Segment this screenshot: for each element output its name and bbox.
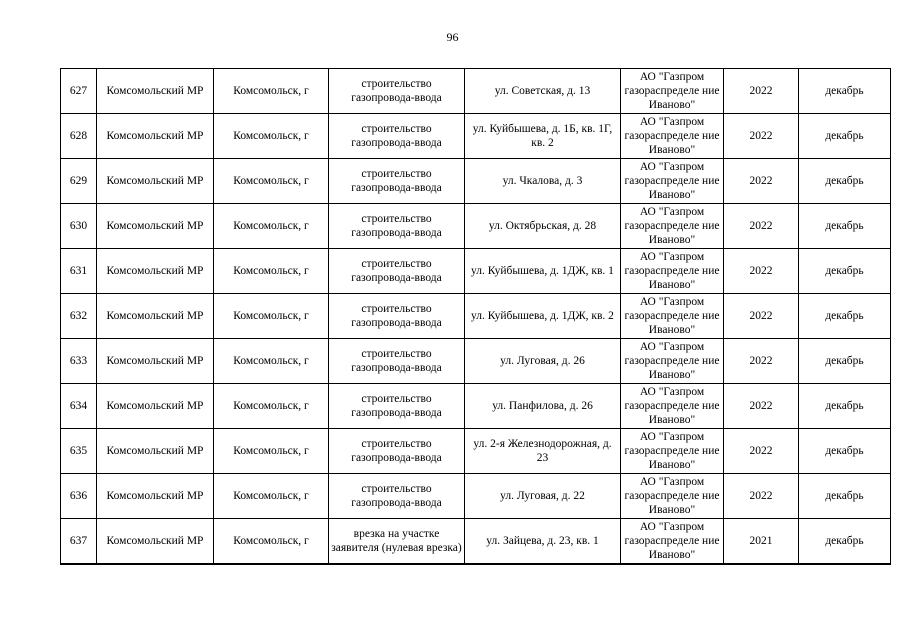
work-type-cell: строительство газопровода-ввода: [329, 69, 465, 114]
month-cell: декабрь: [799, 204, 891, 249]
page-number: 96: [446, 30, 459, 44]
table-row: [61, 69, 891, 114]
year-cell: 2022: [724, 339, 799, 384]
year-cell: 2022: [724, 384, 799, 429]
address-cell: ул. Октябрьская, д. 28: [465, 204, 621, 249]
work-type-cell: строительство газопровода-ввода: [329, 249, 465, 294]
row-number-cell: 634: [61, 384, 97, 429]
table-row: [61, 204, 891, 249]
address-cell: ул. Луговая, д. 26: [465, 339, 621, 384]
town-cell: Комсомольск, г: [214, 249, 329, 294]
work-type-cell: строительство газопровода-ввода: [329, 429, 465, 474]
organization-cell: АО "Газпром газораспределе ние Иваново": [621, 384, 724, 429]
organization-cell: АО "Газпром газораспределе ние Иваново": [621, 69, 724, 114]
month-cell: декабрь: [799, 519, 891, 565]
year-cell: 2022: [724, 474, 799, 519]
town-cell: Комсомольск, г: [214, 519, 329, 565]
table-row: [61, 294, 891, 339]
town-cell: Комсомольск, г: [214, 384, 329, 429]
work-type-cell: строительство газопровода-ввода: [329, 294, 465, 339]
town-cell: Комсомольск, г: [214, 294, 329, 339]
town-cell: Комсомольск, г: [214, 159, 329, 204]
organization-cell: АО "Газпром газораспределе ние Иваново": [621, 114, 724, 159]
table-row: [61, 384, 891, 429]
address-cell: ул. Куйбышева, д. 1ДЖ, кв. 2: [465, 294, 621, 339]
year-cell: 2022: [724, 429, 799, 474]
year-cell: 2022: [724, 114, 799, 159]
year-cell: 2022: [724, 204, 799, 249]
organization-cell: АО "Газпром газораспределе ние Иваново": [621, 249, 724, 294]
district-cell: Комсомольский МР: [97, 249, 214, 294]
row-number-cell: 627: [61, 69, 97, 114]
row-number-cell: 628: [61, 114, 97, 159]
year-cell: 2022: [724, 249, 799, 294]
work-type-cell: строительство газопровода-ввода: [329, 339, 465, 384]
row-number-cell: 631: [61, 249, 97, 294]
row-number-cell: 636: [61, 474, 97, 519]
row-number-cell: 633: [61, 339, 97, 384]
organization-cell: АО "Газпром газораспределе ние Иваново": [621, 474, 724, 519]
town-cell: Комсомольск, г: [214, 474, 329, 519]
address-cell: ул. Луговая, д. 22: [465, 474, 621, 519]
district-cell: Комсомольский МР: [97, 204, 214, 249]
town-cell: Комсомольск, г: [214, 204, 329, 249]
town-cell: Комсомольск, г: [214, 114, 329, 159]
work-type-cell: строительство газопровода-ввода: [329, 114, 465, 159]
month-cell: декабрь: [799, 429, 891, 474]
table-row: [61, 114, 891, 159]
address-cell: ул. Зайцева, д. 23, кв. 1: [465, 519, 621, 565]
organization-cell: АО "Газпром газораспределе ние Иваново": [621, 159, 724, 204]
table-body: [61, 69, 891, 565]
address-cell: ул. Куйбышева, д. 1ДЖ, кв. 1: [465, 249, 621, 294]
year-cell: 2022: [724, 294, 799, 339]
month-cell: декабрь: [799, 384, 891, 429]
district-cell: Комсомольский МР: [97, 294, 214, 339]
organization-cell: АО "Газпром газораспределе ние Иваново": [621, 294, 724, 339]
district-cell: Комсомольский МР: [97, 474, 214, 519]
town-cell: Комсомольск, г: [214, 429, 329, 474]
row-number-cell: 630: [61, 204, 97, 249]
address-cell: ул. Советская, д. 13: [465, 69, 621, 114]
table-row: [61, 519, 891, 565]
row-number-cell: 637: [61, 519, 97, 565]
town-cell: Комсомольск, г: [214, 339, 329, 384]
month-cell: декабрь: [799, 339, 891, 384]
work-type-cell: строительство газопровода-ввода: [329, 474, 465, 519]
row-number-cell: 635: [61, 429, 97, 474]
district-cell: Комсомольский МР: [97, 339, 214, 384]
year-cell: 2022: [724, 159, 799, 204]
row-number-cell: 632: [61, 294, 97, 339]
work-type-cell: врезка на участке заявителя (нулевая врезка): [329, 519, 465, 565]
address-cell: ул. Чкалова, д. 3: [465, 159, 621, 204]
month-cell: декабрь: [799, 294, 891, 339]
month-cell: декабрь: [799, 249, 891, 294]
row-number-cell: 629: [61, 159, 97, 204]
district-cell: Комсомольский МР: [97, 114, 214, 159]
table-row: [61, 474, 891, 519]
district-cell: Комсомольский МР: [97, 159, 214, 204]
address-cell: ул. Панфилова, д. 26: [465, 384, 621, 429]
month-cell: декабрь: [799, 159, 891, 204]
month-cell: декабрь: [799, 69, 891, 114]
address-cell: ул. Куйбышева, д. 1Б, кв. 1Г, кв. 2: [465, 114, 621, 159]
work-type-cell: строительство газопровода-ввода: [329, 204, 465, 249]
table-row: [61, 159, 891, 204]
town-cell: Комсомольск, г: [214, 69, 329, 114]
month-cell: декабрь: [799, 474, 891, 519]
organization-cell: АО "Газпром газораспределе ние Иваново": [621, 339, 724, 384]
table-row: [61, 249, 891, 294]
year-cell: 2022: [724, 69, 799, 114]
district-cell: Комсомольский МР: [97, 69, 214, 114]
table-row: [61, 339, 891, 384]
year-cell: 2021: [724, 519, 799, 565]
organization-cell: АО "Газпром газораспределе ние Иваново": [621, 429, 724, 474]
table-row: [61, 429, 891, 474]
gasification-table: [60, 68, 891, 565]
work-type-cell: строительство газопровода-ввода: [329, 159, 465, 204]
district-cell: Комсомольский МР: [97, 384, 214, 429]
district-cell: Комсомольский МР: [97, 429, 214, 474]
address-cell: ул. 2-я Железнодорожная, д. 23: [465, 429, 621, 474]
month-cell: декабрь: [799, 114, 891, 159]
district-cell: Комсомольский МР: [97, 519, 214, 565]
organization-cell: АО "Газпром газораспределе ние Иваново": [621, 519, 724, 565]
work-type-cell: строительство газопровода-ввода: [329, 384, 465, 429]
organization-cell: АО "Газпром газораспределе ние Иваново": [621, 204, 724, 249]
